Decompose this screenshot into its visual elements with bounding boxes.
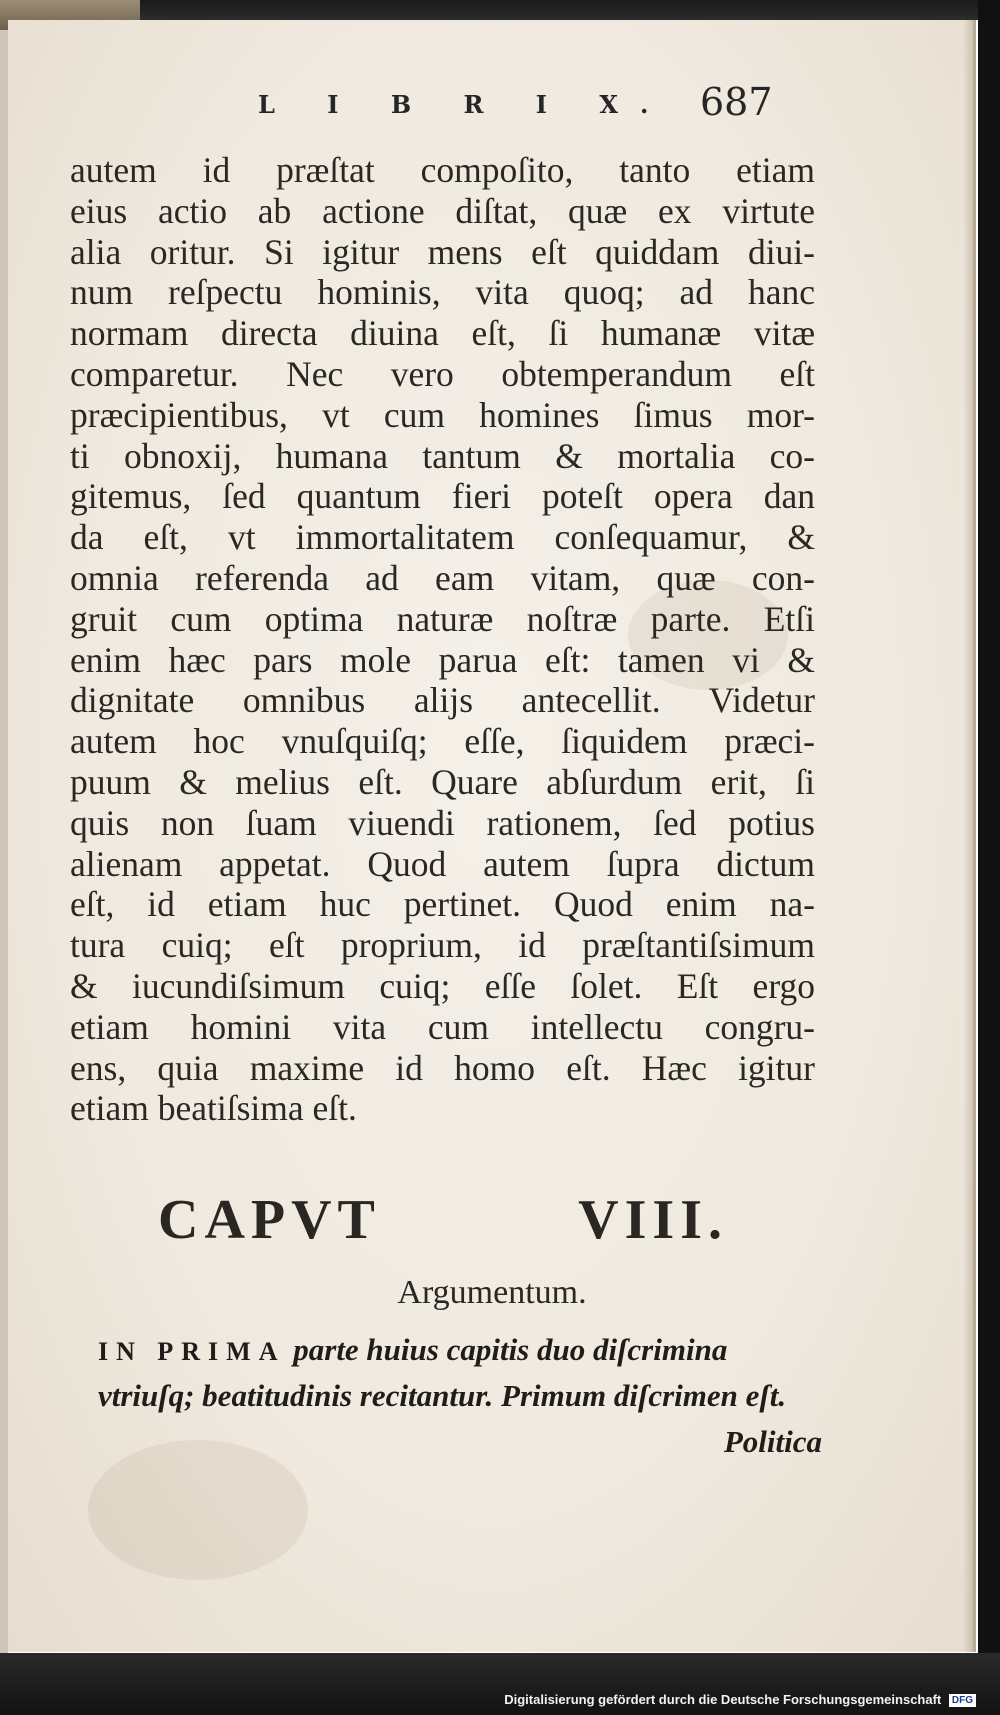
text-line: ens, quia maxime id homo eſt. Hæc igitur: [70, 1047, 815, 1088]
text-line: autem hoc vnuſquiſq; eſſe, ſiquidem præci-: [70, 721, 815, 762]
text-line: autem id præſtat compoſito, tanto etiam: [70, 150, 815, 190]
text-line: eſt, id etiam huc pertinet. Quod enim na-: [70, 884, 815, 925]
digitization-credit: [504, 1692, 976, 1707]
top-frame: [0, 0, 1000, 20]
right-frame: [978, 0, 1000, 1715]
text-line: etiam homini vita cum intellectu congru-: [70, 1006, 815, 1047]
text-line: quis non ſuam viuendi rationem, ſed potius: [70, 802, 815, 843]
text-line: eius actio ab actione diſtat, quæ ex virtute: [70, 190, 815, 231]
summary-lead: IN PRIMA: [98, 1337, 286, 1366]
text-line: da eſt, vt immortalitatem conſequamur, &: [70, 517, 815, 558]
summary-line: [98, 1327, 828, 1373]
page-number: 687: [700, 80, 773, 124]
text-line: gruit cum optima naturæ noſtræ parte. Etſi: [70, 598, 815, 639]
chapter-heading: CAPVT VIII.: [158, 1189, 728, 1251]
page-edge-shadow: [963, 20, 973, 1652]
left-frame: [0, 0, 8, 1715]
argumentum-title: Argumentum.: [397, 1274, 587, 1311]
text-line: ti obnoxij, humana tantum & mortalia co-: [70, 435, 815, 476]
text-line: & iucundiſsimum cuiq; eſſe ſolet. Eſt ergo: [70, 965, 815, 1006]
text-line: alienam appetat. Quod autem ſupra dictum: [70, 843, 815, 884]
chapter-summary: [98, 1327, 828, 1465]
text-line: gitemus, ſed quantum fieri poteſt opera dan: [70, 476, 815, 517]
book-page: [8, 20, 976, 1652]
summary-text: parte huius capitis duo diſcrimina: [293, 1332, 728, 1367]
text-line: dignitate omnibus alijs antecellit. Videtur: [70, 680, 815, 721]
text-line: enim hæc pars mole parua eſt: tamen vi &: [70, 639, 815, 680]
text-line: puum & melius eſt. Quare abſurdum erit, ſi: [70, 761, 815, 802]
summary-line: vtriuſq; beatitudinis recitantur. Primum diſcrimen eſt.: [98, 1378, 787, 1413]
credit-text: Digitalisierung gefördert durch die Deutsche Forschungsgemeinschaft: [504, 1691, 942, 1707]
text-line: etiam beatiſsima eſt.: [70, 1088, 357, 1129]
text-line: num reſpectu hominis, vita quoq; ad hanc: [70, 272, 815, 313]
text-line: comparetur. Nec vero obtemperandum eſt: [70, 353, 815, 394]
body-text: [70, 150, 815, 1129]
text-line: præcipientibus, vt cum homines ſimus mor-: [70, 394, 815, 435]
dfg-logo: DFG: [949, 1694, 976, 1707]
text-line: normam directa diuina eſt, ſi humanæ vitæ: [70, 313, 815, 354]
bottom-frame: [0, 1653, 1000, 1715]
running-head: L I B R I X.: [258, 90, 671, 119]
text-line: alia oritur. Si igitur mens eſt quiddam diui-: [70, 231, 815, 272]
catchword: Politica: [723, 1424, 822, 1459]
text-line: omnia referenda ad eam vitam, quæ con-: [70, 557, 815, 598]
text-line: tura cuiq; eſt proprium, id præſtantiſsimum: [70, 925, 815, 966]
